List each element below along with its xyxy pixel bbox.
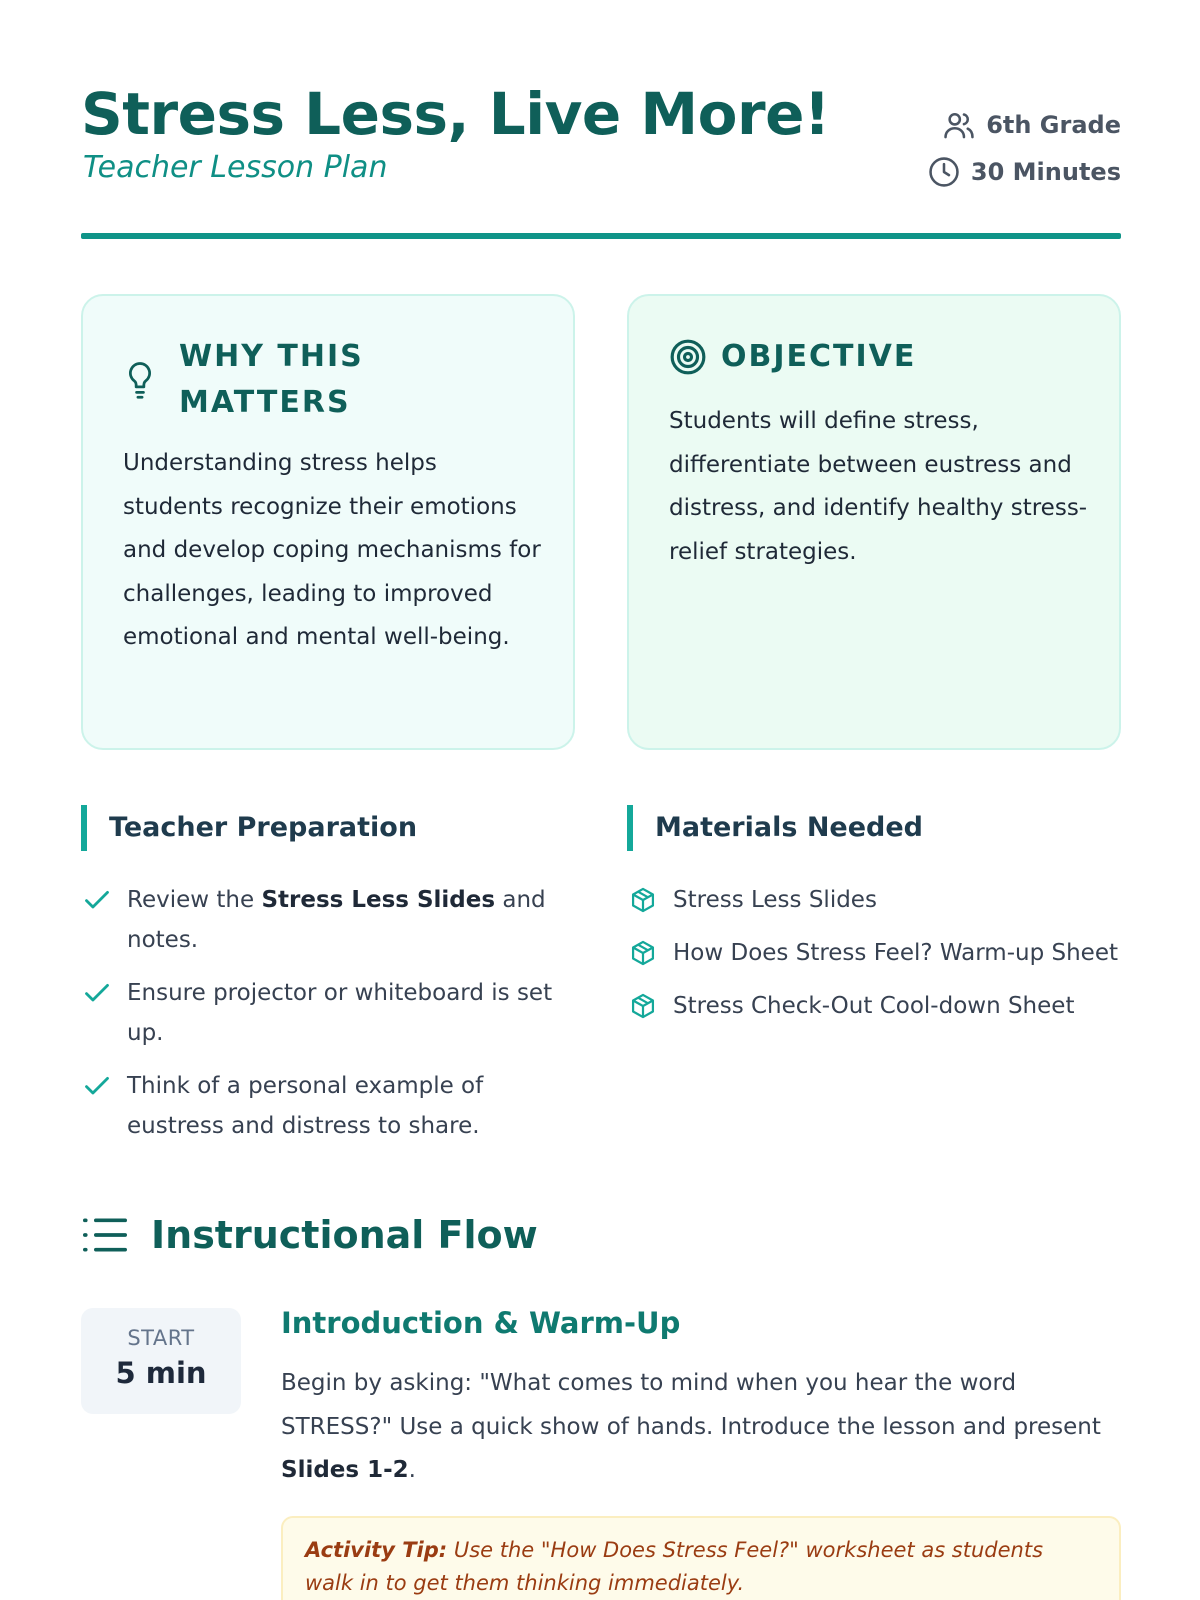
duration-meta — [927, 155, 1121, 189]
step-time-badge — [81, 1308, 241, 1414]
list-item: Stress Less Slides — [627, 880, 1121, 920]
package-icon — [629, 886, 657, 914]
step-title: Introduction & Warm-Up — [281, 1306, 681, 1340]
clock-icon — [927, 155, 961, 189]
why-card-title: WHY THIS MATTERS — [179, 339, 364, 420]
teacher-preparation-heading: Teacher Preparation — [81, 805, 417, 851]
objective-card-header — [669, 334, 916, 380]
grade-label: 6th Grade — [986, 111, 1121, 139]
checkmark-icon — [83, 979, 111, 1007]
lesson-plan-page — [81, 0, 1121, 1600]
list-item: Stress Check-Out Cool-down Sheet — [627, 986, 1121, 1026]
why-this-matters-card — [81, 294, 575, 750]
checkmark-icon — [83, 1072, 111, 1100]
objective-card-body: Students will define stress, differentiate between eustress and distress, and identify healthy stress-relief strategies. — [669, 408, 1088, 565]
package-icon — [629, 992, 657, 1020]
instructional-flow-title: Instructional Flow — [151, 1213, 538, 1257]
objective-card-title: OBJECTIVE — [721, 339, 917, 374]
lightbulb-icon — [123, 358, 157, 402]
list-item: Ensure projector or whiteboard is set up. — [81, 973, 581, 1053]
list-item: How Does Stress Feel? Warm-up Sheet — [627, 933, 1121, 973]
activity-tip-box — [281, 1516, 1121, 1600]
header-divider — [81, 233, 1121, 239]
instructional-flow-header — [81, 1213, 538, 1257]
list-item: Review the Stress Less Slides and notes. — [81, 880, 581, 960]
list-icon — [81, 1213, 129, 1257]
preparation-list — [81, 880, 581, 1159]
checkmark-icon — [83, 886, 111, 914]
grade-meta — [942, 108, 1121, 142]
activity-tip-text: Use the "How Does Stress Feel?" worksheet as students walk in to get them thinking immediately. — [305, 1538, 1044, 1595]
objective-card — [627, 294, 1121, 750]
materials-list — [627, 880, 1121, 1039]
why-card-body: Understanding stress helps students recognize their emotions and develop coping mechanisms for challenges, leading to improved emotional and mental well-being. — [123, 450, 541, 650]
step-time-value: 5 min — [115, 1356, 207, 1390]
why-card-header — [123, 334, 479, 426]
list-item: Think of a personal example of eustress and distress to share. — [81, 1066, 581, 1146]
page-title: Stress Less, Live More! — [81, 80, 830, 148]
activity-tip-label: Activity Tip: — [305, 1538, 448, 1562]
package-icon — [629, 939, 657, 967]
materials-needed-heading: Materials Needed — [627, 805, 923, 851]
target-icon — [669, 338, 707, 376]
step-time-label: START — [127, 1326, 195, 1350]
users-icon — [942, 108, 976, 142]
page-subtitle: Teacher Lesson Plan — [83, 150, 388, 185]
step-description: Begin by asking: "What comes to mind when you hear the word STRESS?" Use a quick show of hands. Introduce the lesson and present Slides 1-2. — [281, 1370, 1101, 1483]
duration-label: 30 Minutes — [970, 158, 1121, 186]
